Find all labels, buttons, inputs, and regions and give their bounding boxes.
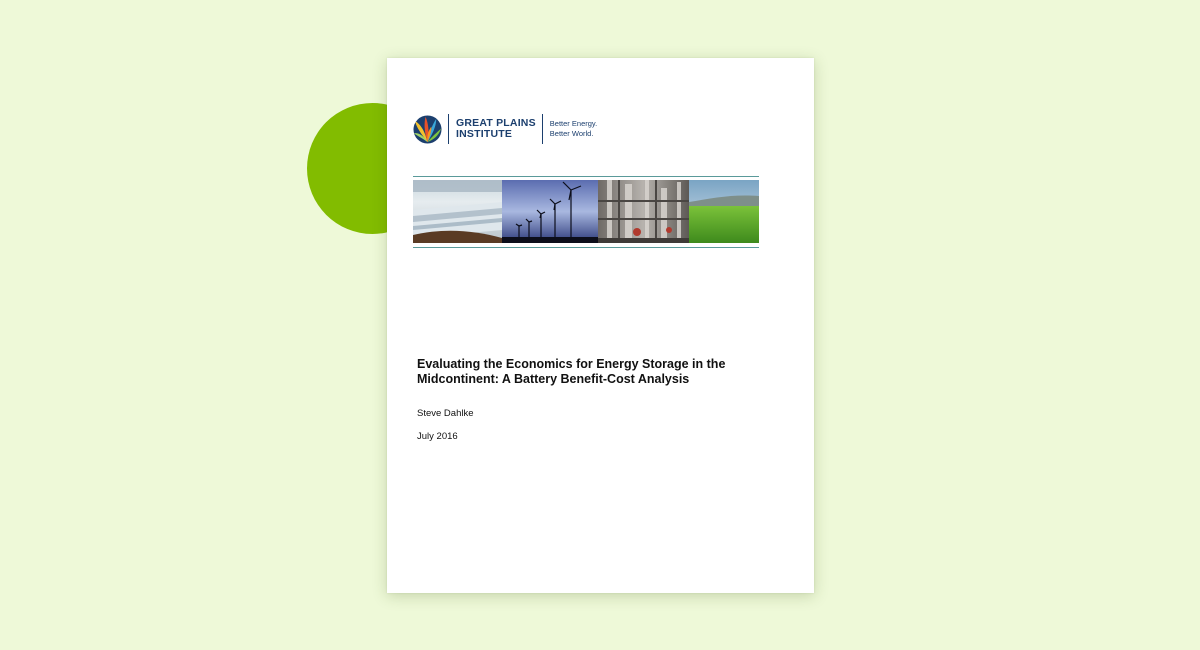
- banner-top-rule: [413, 176, 759, 177]
- document-date: July 2016: [417, 431, 458, 442]
- document-author: Steve Dahlke: [417, 408, 474, 419]
- report-cover-page: [387, 58, 814, 593]
- logo-tagline-line1: Better Energy.: [549, 119, 598, 128]
- logo-tagline: [550, 119, 597, 139]
- logo-divider: [448, 114, 449, 144]
- logo-name-line1: GREAT PLAINS: [456, 117, 536, 129]
- logo-leaf-icon: [413, 115, 442, 144]
- document-title: Evaluating the Economics for Energy Storage in the Midcontinent: A Battery Benefit-Cost Analysis: [417, 357, 726, 386]
- banner-bottom-rule: [413, 247, 759, 248]
- industrial-plant-photo: [598, 180, 689, 243]
- great-plains-institute-logo: [413, 113, 597, 145]
- solar-field-photo: [413, 180, 502, 243]
- logo-divider-2: [542, 114, 543, 144]
- logo-name-line2: INSTITUTE: [456, 128, 513, 140]
- logo-tagline-line2: Better World.: [549, 129, 594, 138]
- logo-organization-name: [456, 118, 536, 140]
- wind-turbines-photo: [502, 180, 598, 243]
- grassland-photo: [689, 180, 759, 243]
- energy-photo-banner: [413, 180, 759, 243]
